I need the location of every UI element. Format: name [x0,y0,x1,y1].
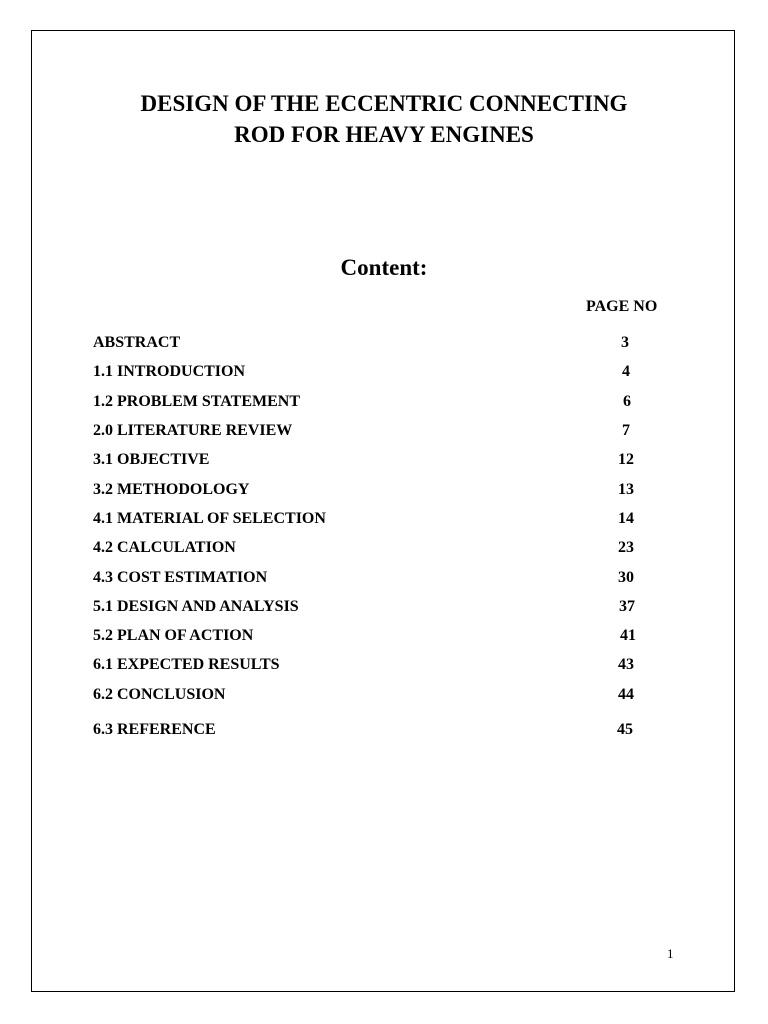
toc-entry-title: 6.3 REFERENCE [93,721,216,738]
toc-entry-title: 4.1 MATERIAL OF SELECTION [93,510,326,527]
toc-entry-page: 45 [617,721,633,738]
toc-entry-page: 44 [618,686,634,703]
toc-entry-cost-estimation [0,568,768,588]
toc-entry-page: 41 [620,627,636,644]
toc-entry-literature-review [0,421,768,441]
contents-heading: Content: [340,255,428,280]
toc-entry-title: 5.1 DESIGN AND ANALYSIS [93,598,299,615]
document-title-line-1: DESIGN OF THE ECCENTRIC CONNECTING [140,91,628,116]
toc-entry-conclusion [0,685,768,705]
toc-entry-objective [0,450,768,470]
toc-entry-page: 30 [618,569,634,586]
toc-entry-introduction [0,362,768,382]
toc-entry-title: 6.1 EXPECTED RESULTS [93,656,280,673]
toc-entry-title: 4.2 CALCULATION [93,539,236,556]
toc-entry-methodology [0,480,768,500]
toc-entry-title: 1.2 PROBLEM STATEMENT [93,393,300,410]
toc-entry-expected-results [0,655,768,675]
toc-entry-title: 2.0 LITERATURE REVIEW [93,422,293,439]
toc-entry-calculation [0,538,768,558]
toc-entry-page: 3 [621,334,629,351]
toc-entry-plan-of-action [0,626,768,646]
toc-entry-page: 13 [618,481,634,498]
toc-entry-title: 4.3 COST ESTIMATION [93,569,268,586]
toc-entry-page: 7 [622,422,630,439]
toc-entry-title: 1.1 INTRODUCTION [93,363,246,380]
toc-entry-abstract [0,333,768,353]
toc-entry-page: 6 [623,393,631,410]
toc-entry-title: 3.1 OBJECTIVE [93,451,210,468]
toc-entry-page: 37 [619,598,635,615]
toc-entry-title: ABSTRACT [93,334,181,351]
toc-entry-page: 12 [618,451,634,468]
document-title [0,88,768,150]
toc-entry-title: 3.2 METHODOLOGY [93,481,250,498]
toc-entry-problem-statement [0,392,768,412]
toc-entry-title: 5.2 PLAN OF ACTION [93,627,254,644]
toc-entry-page: 14 [618,510,634,527]
toc-entry-page: 43 [618,656,634,673]
toc-entry-page: 23 [618,539,634,556]
page-no-column-header: PAGE NO [586,298,658,315]
page-number: 1 [667,946,674,961]
toc-entry-reference [0,720,768,740]
toc-entry-page: 4 [622,363,630,380]
toc-entry-material-of-selection [0,509,768,529]
document-title-line-2: ROD FOR HEAVY ENGINES [234,122,534,147]
toc-entry-design-and-analysis [0,597,768,617]
toc-entry-title: 6.2 CONCLUSION [93,686,226,703]
